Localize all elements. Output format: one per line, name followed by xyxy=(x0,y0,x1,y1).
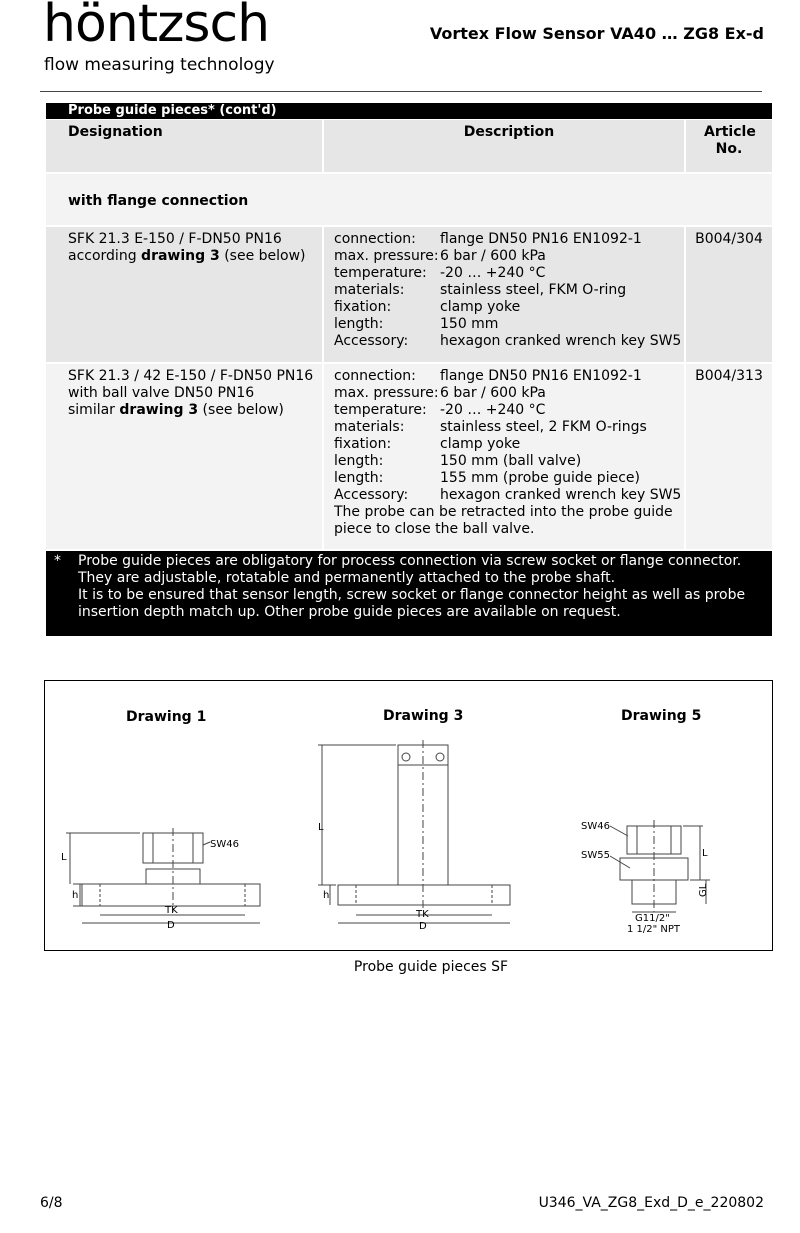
footnote-line: insertion depth match up. Other probe guide pieces are available on request. xyxy=(78,604,621,620)
spec-line: Accessory: hexagon cranked wrench key SW5 xyxy=(334,487,682,503)
retract-note: The probe can be retracted into the probe guide piece to close the ball valve. xyxy=(334,504,673,537)
spec-line: temperature: -20 … +240 °C xyxy=(334,402,546,418)
drawing-1-title: Drawing 1 xyxy=(126,709,207,725)
label-L-d1: L xyxy=(61,852,67,863)
company-tagline: flow measuring technology xyxy=(44,55,275,75)
spec-line: length: 155 mm (probe guide piece) xyxy=(334,470,640,486)
label-h-d1: h xyxy=(72,890,79,901)
footnote-line: Probe guide pieces are obligatory for process connection via screw socket or flange connector. xyxy=(78,553,742,569)
section-row: with flange connection xyxy=(46,174,772,225)
label-L-d3: L xyxy=(318,822,324,833)
column-header-designation: Designation xyxy=(46,120,322,172)
label-sw46-d5: SW46 xyxy=(581,821,610,832)
document-id: U346_VA_ZG8_Exd_D_e_220802 xyxy=(538,1195,764,1211)
spec-line: length: 150 mm (ball valve) xyxy=(334,453,582,469)
spec-line: fixation: clamp yoke xyxy=(334,436,521,452)
footnote-line: It is to be ensured that sensor length, screw socket or flange connector height as well as probe xyxy=(78,587,746,603)
label-TK-d3: TK xyxy=(416,909,429,920)
spec-line: temperature: -20 … +240 °C xyxy=(334,265,546,281)
page-number: 6/8 xyxy=(40,1195,63,1211)
label-thread-g: G11/2" xyxy=(635,913,670,924)
label-sw55-d5: SW55 xyxy=(581,850,610,861)
label-L-d5: L xyxy=(702,848,708,859)
drawing-reference: according drawing 3 (see below) xyxy=(68,248,306,264)
spec-line: max. pressure: 6 bar / 600 kPa xyxy=(334,248,546,264)
drawing-3-title: Drawing 3 xyxy=(383,708,464,724)
drawing-5-figure xyxy=(610,820,710,912)
spec-line: Accessory: hexagon cranked wrench key SW5 xyxy=(334,333,682,349)
label-sw46-d1: SW46 xyxy=(210,839,239,850)
table-caption: Probe guide pieces* (cont'd) xyxy=(46,103,772,119)
column-header-description: Description xyxy=(324,120,684,172)
footnote-line: They are adjustable, rotatable and permanently attached to the probe shaft. xyxy=(78,570,616,586)
spec-line: max. pressure: 6 bar / 600 kPa xyxy=(334,385,546,401)
article-number: B004/313 xyxy=(686,364,772,549)
footnote-marker: * xyxy=(54,553,61,569)
column-header-article: Article No. xyxy=(686,120,772,172)
label-TK-d1: TK xyxy=(165,905,178,916)
spec-line: length: 150 mm xyxy=(334,316,499,332)
label-thread-npt: 1 1/2" NPT xyxy=(627,924,681,935)
spec-line: materials: stainless steel, 2 FKM O-rings xyxy=(334,419,647,435)
drawing-reference: similar drawing 3 (see below) xyxy=(68,402,284,418)
label-D-d1: D xyxy=(167,920,175,931)
drawing-3-figure xyxy=(318,740,510,923)
designation-line: with ball valve DN50 PN16 xyxy=(68,385,255,401)
label-h-d3: h xyxy=(323,890,330,901)
spec-line: connection: flange DN50 PN16 EN1092-1 xyxy=(334,231,642,247)
designation-line: SFK 21.3 / 42 E-150 / F-DN50 PN16 xyxy=(68,368,314,384)
document-title: Vortex Flow Sensor VA40 … ZG8 Ex-d xyxy=(429,24,764,43)
article-number: B004/304 xyxy=(686,227,772,362)
designation-line: SFK 21.3 E-150 / F-DN50 PN16 xyxy=(68,231,282,247)
drawing-5-title: Drawing 5 xyxy=(621,708,702,724)
drawings-caption: Probe guide pieces SF xyxy=(353,959,509,975)
label-D-d3: D xyxy=(419,921,427,932)
spec-line: materials: stainless steel, FKM O-ring xyxy=(334,282,627,298)
spec-line: connection: flange DN50 PN16 EN1092-1 xyxy=(334,368,642,384)
company-logo: höntzsch xyxy=(43,0,270,54)
label-GL-d5: GL xyxy=(698,883,709,897)
spec-line: fixation: clamp yoke xyxy=(334,299,521,315)
